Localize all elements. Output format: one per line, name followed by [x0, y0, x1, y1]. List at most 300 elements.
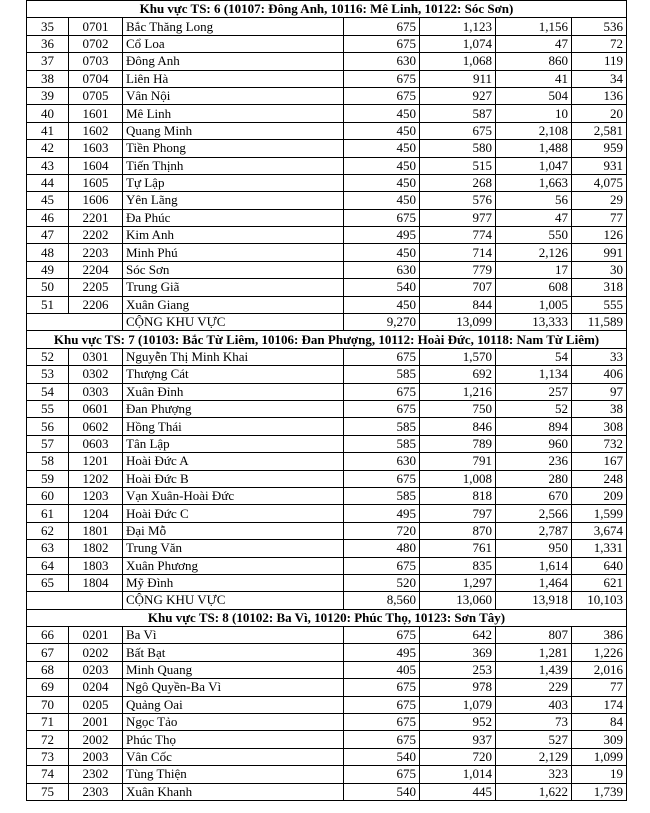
school-code-cell: 0601 — [69, 400, 123, 417]
school-name-cell: Vân Nội — [123, 87, 344, 104]
value-cell-3: 73 — [496, 714, 572, 731]
quota-cell: 495 — [344, 505, 420, 522]
table-row — [27, 227, 627, 244]
quota-cell: 450 — [344, 157, 420, 174]
row-number-cell: 39 — [27, 87, 69, 104]
school-code-cell: 0302 — [69, 366, 123, 383]
value-cell-4: 2,581 — [572, 122, 627, 139]
total-value-cell: 13,333 — [496, 314, 572, 331]
row-number-cell: 51 — [27, 296, 69, 313]
school-code-cell: 0204 — [69, 679, 123, 696]
table-row — [27, 766, 627, 783]
value-cell-2: 587 — [420, 105, 496, 122]
quota-cell: 675 — [344, 696, 420, 713]
quota-cell: 675 — [344, 383, 420, 400]
table-row — [27, 453, 627, 470]
row-number-cell: 50 — [27, 279, 69, 296]
school-name-cell: Liên Hà — [123, 70, 344, 87]
table-row — [27, 714, 627, 731]
value-cell-3: 860 — [496, 53, 572, 70]
school-name-cell: Xuân Đỉnh — [123, 383, 344, 400]
school-code-cell: 2303 — [69, 783, 123, 800]
school-name-cell: Tiền Phong — [123, 140, 344, 157]
row-number-cell: 72 — [27, 731, 69, 748]
row-number-cell: 68 — [27, 661, 69, 678]
school-name-cell: Nguyễn Thị Minh Khai — [123, 348, 344, 365]
school-name-cell: Đông Anh — [123, 53, 344, 70]
table-row — [27, 105, 627, 122]
row-number-cell: 63 — [27, 540, 69, 557]
table-row — [27, 644, 627, 661]
value-cell-4: 19 — [572, 766, 627, 783]
row-number-cell: 53 — [27, 366, 69, 383]
school-code-cell: 0702 — [69, 35, 123, 52]
school-name-cell: Mỹ Đình — [123, 574, 344, 591]
total-value-cell: 13,918 — [496, 592, 572, 609]
school-name-cell: Tân Lập — [123, 435, 344, 452]
table-row — [27, 383, 627, 400]
school-statistics-table — [26, 0, 627, 801]
value-cell-4: 77 — [572, 209, 627, 226]
value-cell-4: 33 — [572, 348, 627, 365]
value-cell-3: 2,108 — [496, 122, 572, 139]
school-name-cell: Phúc Thọ — [123, 731, 344, 748]
school-name-cell: Ngô Quyền-Ba Vì — [123, 679, 344, 696]
school-code-cell: 0202 — [69, 644, 123, 661]
school-code-cell: 0303 — [69, 383, 123, 400]
school-code-cell: 1202 — [69, 470, 123, 487]
value-cell-3: 1,439 — [496, 661, 572, 678]
school-code-cell: 0301 — [69, 348, 123, 365]
region-total-row — [27, 314, 627, 331]
school-name-cell: Tự Lập — [123, 174, 344, 191]
table-row — [27, 157, 627, 174]
row-number-cell: 69 — [27, 679, 69, 696]
total-value-cell: 9,270 — [344, 314, 420, 331]
value-cell-3: 1,005 — [496, 296, 572, 313]
school-name-cell: Trung Giã — [123, 279, 344, 296]
table-row — [27, 35, 627, 52]
school-name-cell: Hồng Thái — [123, 418, 344, 435]
school-name-cell: Yên Lãng — [123, 192, 344, 209]
quota-cell: 675 — [344, 557, 420, 574]
school-code-cell: 1603 — [69, 140, 123, 157]
row-number-cell: 75 — [27, 783, 69, 800]
value-cell-2: 977 — [420, 209, 496, 226]
quota-cell: 675 — [344, 209, 420, 226]
value-cell-4: 34 — [572, 70, 627, 87]
region-header: Khu vực TS: 7 (10103: Bắc Từ Liêm, 10106: Đan Phượng, 10112: Hoài Đức, 10118: Nam Từ Liêm) — [27, 331, 627, 348]
quota-cell: 675 — [344, 87, 420, 104]
quota-cell: 675 — [344, 470, 420, 487]
value-cell-4: 84 — [572, 714, 627, 731]
value-cell-3: 257 — [496, 383, 572, 400]
value-cell-4: 536 — [572, 18, 627, 35]
value-cell-4: 72 — [572, 35, 627, 52]
value-cell-3: 52 — [496, 400, 572, 417]
value-cell-3: 47 — [496, 35, 572, 52]
value-cell-2: 1,570 — [420, 348, 496, 365]
quota-cell: 540 — [344, 783, 420, 800]
value-cell-4: 1,099 — [572, 748, 627, 765]
total-value-cell: 10,103 — [572, 592, 627, 609]
value-cell-2: 774 — [420, 227, 496, 244]
value-cell-2: 750 — [420, 400, 496, 417]
table-row — [27, 366, 627, 383]
row-number-cell: 66 — [27, 627, 69, 644]
value-cell-4: 309 — [572, 731, 627, 748]
row-number-cell: 42 — [27, 140, 69, 157]
school-code-cell: 2302 — [69, 766, 123, 783]
quota-cell: 675 — [344, 35, 420, 52]
value-cell-4: 97 — [572, 383, 627, 400]
row-number-cell: 41 — [27, 122, 69, 139]
value-cell-4: 119 — [572, 53, 627, 70]
total-value-cell: 13,099 — [420, 314, 496, 331]
value-cell-3: 41 — [496, 70, 572, 87]
school-name-cell: Hoài Đức B — [123, 470, 344, 487]
table-row — [27, 418, 627, 435]
value-cell-3: 280 — [496, 470, 572, 487]
value-cell-4: 3,674 — [572, 522, 627, 539]
quota-cell: 450 — [344, 174, 420, 191]
school-name-cell: Trung Văn — [123, 540, 344, 557]
table-row — [27, 627, 627, 644]
row-number-cell: 74 — [27, 766, 69, 783]
table-row — [27, 348, 627, 365]
table-row — [27, 174, 627, 191]
value-cell-3: 1,281 — [496, 644, 572, 661]
school-code-cell: 2204 — [69, 261, 123, 278]
value-cell-4: 991 — [572, 244, 627, 261]
value-cell-3: 56 — [496, 192, 572, 209]
row-number-cell: 49 — [27, 261, 69, 278]
value-cell-4: 318 — [572, 279, 627, 296]
value-cell-3: 47 — [496, 209, 572, 226]
school-code-cell: 1605 — [69, 174, 123, 191]
table-row — [27, 70, 627, 87]
table-row — [27, 18, 627, 35]
school-name-cell: Kim Anh — [123, 227, 344, 244]
school-name-cell: Đa Phúc — [123, 209, 344, 226]
table-row — [27, 244, 627, 261]
value-cell-4: 1,599 — [572, 505, 627, 522]
value-cell-2: 445 — [420, 783, 496, 800]
school-code-cell: 1601 — [69, 105, 123, 122]
quota-cell: 450 — [344, 192, 420, 209]
value-cell-4: 1,226 — [572, 644, 627, 661]
value-cell-2: 515 — [420, 157, 496, 174]
value-cell-3: 236 — [496, 453, 572, 470]
value-cell-4: 1,331 — [572, 540, 627, 557]
row-number-cell: 44 — [27, 174, 69, 191]
school-code-cell: 0701 — [69, 18, 123, 35]
value-cell-4: 386 — [572, 627, 627, 644]
row-number-cell: 55 — [27, 400, 69, 417]
value-cell-4: 555 — [572, 296, 627, 313]
value-cell-3: 2,566 — [496, 505, 572, 522]
school-name-cell: Cổ Loa — [123, 35, 344, 52]
value-cell-2: 1,008 — [420, 470, 496, 487]
region-header: Khu vực TS: 8 (10102: Ba Vì, 10120: Phúc Thọ, 10123: Sơn Tây) — [27, 609, 627, 626]
table-row — [27, 661, 627, 678]
table-row — [27, 261, 627, 278]
value-cell-3: 54 — [496, 348, 572, 365]
school-name-cell: Bất Bạt — [123, 644, 344, 661]
row-number-cell: 48 — [27, 244, 69, 261]
school-code-cell: 2205 — [69, 279, 123, 296]
value-cell-2: 1,216 — [420, 383, 496, 400]
quota-cell: 720 — [344, 522, 420, 539]
table-row — [27, 296, 627, 313]
quota-cell: 675 — [344, 679, 420, 696]
table-row — [27, 209, 627, 226]
value-cell-4: 209 — [572, 487, 627, 504]
value-cell-3: 2,787 — [496, 522, 572, 539]
quota-cell: 675 — [344, 731, 420, 748]
value-cell-3: 960 — [496, 435, 572, 452]
school-code-cell: 2001 — [69, 714, 123, 731]
value-cell-2: 835 — [420, 557, 496, 574]
value-cell-2: 720 — [420, 748, 496, 765]
value-cell-3: 807 — [496, 627, 572, 644]
school-name-cell: Minh Phú — [123, 244, 344, 261]
value-cell-2: 791 — [420, 453, 496, 470]
row-number-cell: 58 — [27, 453, 69, 470]
quota-cell: 480 — [344, 540, 420, 557]
school-code-cell: 1204 — [69, 505, 123, 522]
school-name-cell: Sóc Sơn — [123, 261, 344, 278]
school-code-cell: 0603 — [69, 435, 123, 452]
school-name-cell: Ngọc Tảo — [123, 714, 344, 731]
value-cell-2: 952 — [420, 714, 496, 731]
value-cell-4: 959 — [572, 140, 627, 157]
quota-cell: 675 — [344, 18, 420, 35]
value-cell-2: 268 — [420, 174, 496, 191]
value-cell-2: 253 — [420, 661, 496, 678]
quota-cell: 450 — [344, 105, 420, 122]
total-blank-cell — [27, 314, 123, 331]
table-row — [27, 696, 627, 713]
table-row — [27, 731, 627, 748]
school-code-cell: 0704 — [69, 70, 123, 87]
school-name-cell: Xuân Khanh — [123, 783, 344, 800]
quota-cell: 630 — [344, 53, 420, 70]
total-value-cell: 11,589 — [572, 314, 627, 331]
school-code-cell: 1803 — [69, 557, 123, 574]
quota-cell: 450 — [344, 296, 420, 313]
quota-cell: 540 — [344, 279, 420, 296]
row-number-cell: 70 — [27, 696, 69, 713]
quota-cell: 675 — [344, 766, 420, 783]
value-cell-3: 1,663 — [496, 174, 572, 191]
school-code-cell: 1604 — [69, 157, 123, 174]
school-code-cell: 2202 — [69, 227, 123, 244]
row-number-cell: 71 — [27, 714, 69, 731]
school-code-cell: 0602 — [69, 418, 123, 435]
table-row — [27, 279, 627, 296]
school-name-cell: Quang Minh — [123, 122, 344, 139]
school-name-cell: Xuân Giang — [123, 296, 344, 313]
quota-cell: 630 — [344, 453, 420, 470]
quota-cell: 450 — [344, 122, 420, 139]
value-cell-3: 894 — [496, 418, 572, 435]
value-cell-3: 1,134 — [496, 366, 572, 383]
quota-cell: 405 — [344, 661, 420, 678]
value-cell-3: 323 — [496, 766, 572, 783]
row-number-cell: 36 — [27, 35, 69, 52]
row-number-cell: 61 — [27, 505, 69, 522]
value-cell-4: 1,739 — [572, 783, 627, 800]
school-code-cell: 2201 — [69, 209, 123, 226]
value-cell-2: 1,079 — [420, 696, 496, 713]
quota-cell: 540 — [344, 748, 420, 765]
school-code-cell: 1606 — [69, 192, 123, 209]
value-cell-3: 2,129 — [496, 748, 572, 765]
quota-cell: 675 — [344, 714, 420, 731]
quota-cell: 630 — [344, 261, 420, 278]
value-cell-4: 732 — [572, 435, 627, 452]
value-cell-4: 38 — [572, 400, 627, 417]
quota-cell: 675 — [344, 70, 420, 87]
school-code-cell: 2206 — [69, 296, 123, 313]
row-number-cell: 43 — [27, 157, 69, 174]
table-row — [27, 400, 627, 417]
row-number-cell: 64 — [27, 557, 69, 574]
value-cell-3: 229 — [496, 679, 572, 696]
total-value-cell: 8,560 — [344, 592, 420, 609]
school-name-cell: Ba Vì — [123, 627, 344, 644]
table-row — [27, 505, 627, 522]
row-number-cell: 67 — [27, 644, 69, 661]
row-number-cell: 56 — [27, 418, 69, 435]
row-number-cell: 73 — [27, 748, 69, 765]
value-cell-4: 167 — [572, 453, 627, 470]
value-cell-2: 927 — [420, 87, 496, 104]
value-cell-4: 77 — [572, 679, 627, 696]
quota-cell: 495 — [344, 227, 420, 244]
region-header-row — [27, 609, 627, 626]
row-number-cell: 45 — [27, 192, 69, 209]
value-cell-3: 1,488 — [496, 140, 572, 157]
value-cell-3: 670 — [496, 487, 572, 504]
value-cell-4: 621 — [572, 574, 627, 591]
quota-cell: 450 — [344, 244, 420, 261]
table-row — [27, 540, 627, 557]
school-code-cell: 1602 — [69, 122, 123, 139]
table-row — [27, 53, 627, 70]
value-cell-4: 2,016 — [572, 661, 627, 678]
value-cell-2: 937 — [420, 731, 496, 748]
value-cell-3: 17 — [496, 261, 572, 278]
school-name-cell: Đại Mỗ — [123, 522, 344, 539]
value-cell-3: 950 — [496, 540, 572, 557]
value-cell-4: 29 — [572, 192, 627, 209]
row-number-cell: 65 — [27, 574, 69, 591]
value-cell-2: 761 — [420, 540, 496, 557]
value-cell-4: 126 — [572, 227, 627, 244]
row-number-cell: 47 — [27, 227, 69, 244]
school-name-cell: Mê Linh — [123, 105, 344, 122]
school-code-cell: 0703 — [69, 53, 123, 70]
school-code-cell: 1801 — [69, 522, 123, 539]
school-code-cell: 1802 — [69, 540, 123, 557]
value-cell-3: 10 — [496, 105, 572, 122]
total-label: CỘNG KHU VỰC — [123, 592, 344, 609]
value-cell-2: 844 — [420, 296, 496, 313]
row-number-cell: 35 — [27, 18, 69, 35]
quota-cell: 585 — [344, 366, 420, 383]
value-cell-4: 931 — [572, 157, 627, 174]
value-cell-3: 403 — [496, 696, 572, 713]
value-cell-3: 527 — [496, 731, 572, 748]
table-row — [27, 557, 627, 574]
table-row — [27, 574, 627, 591]
value-cell-4: 136 — [572, 87, 627, 104]
value-cell-3: 1,622 — [496, 783, 572, 800]
value-cell-2: 1,074 — [420, 35, 496, 52]
row-number-cell: 40 — [27, 105, 69, 122]
row-number-cell: 60 — [27, 487, 69, 504]
value-cell-2: 675 — [420, 122, 496, 139]
quota-cell: 585 — [344, 435, 420, 452]
value-cell-2: 911 — [420, 70, 496, 87]
value-cell-2: 707 — [420, 279, 496, 296]
table-row — [27, 522, 627, 539]
value-cell-2: 714 — [420, 244, 496, 261]
quota-cell: 585 — [344, 418, 420, 435]
row-number-cell: 37 — [27, 53, 69, 70]
table-row — [27, 783, 627, 800]
total-value-cell: 13,060 — [420, 592, 496, 609]
value-cell-4: 248 — [572, 470, 627, 487]
value-cell-2: 576 — [420, 192, 496, 209]
table-row — [27, 748, 627, 765]
value-cell-2: 692 — [420, 366, 496, 383]
school-name-cell: Bắc Thăng Long — [123, 18, 344, 35]
table-row — [27, 87, 627, 104]
total-blank-cell — [27, 592, 123, 609]
quota-cell: 495 — [344, 644, 420, 661]
table-row — [27, 470, 627, 487]
table-row — [27, 679, 627, 696]
table-row — [27, 122, 627, 139]
row-number-cell: 54 — [27, 383, 69, 400]
row-number-cell: 38 — [27, 70, 69, 87]
school-code-cell: 0705 — [69, 87, 123, 104]
value-cell-2: 797 — [420, 505, 496, 522]
value-cell-2: 818 — [420, 487, 496, 504]
row-number-cell: 59 — [27, 470, 69, 487]
value-cell-2: 846 — [420, 418, 496, 435]
school-name-cell: Xuân Phương — [123, 557, 344, 574]
value-cell-3: 504 — [496, 87, 572, 104]
value-cell-2: 642 — [420, 627, 496, 644]
school-name-cell: Tùng Thiện — [123, 766, 344, 783]
region-header-row — [27, 1, 627, 18]
row-number-cell: 46 — [27, 209, 69, 226]
value-cell-2: 580 — [420, 140, 496, 157]
school-name-cell: Quảng Oai — [123, 696, 344, 713]
value-cell-4: 308 — [572, 418, 627, 435]
table-row — [27, 140, 627, 157]
school-name-cell: Hoài Đức C — [123, 505, 344, 522]
table-row — [27, 487, 627, 504]
value-cell-4: 640 — [572, 557, 627, 574]
table-row — [27, 435, 627, 452]
school-name-cell: Tiến Thịnh — [123, 157, 344, 174]
value-cell-3: 2,126 — [496, 244, 572, 261]
